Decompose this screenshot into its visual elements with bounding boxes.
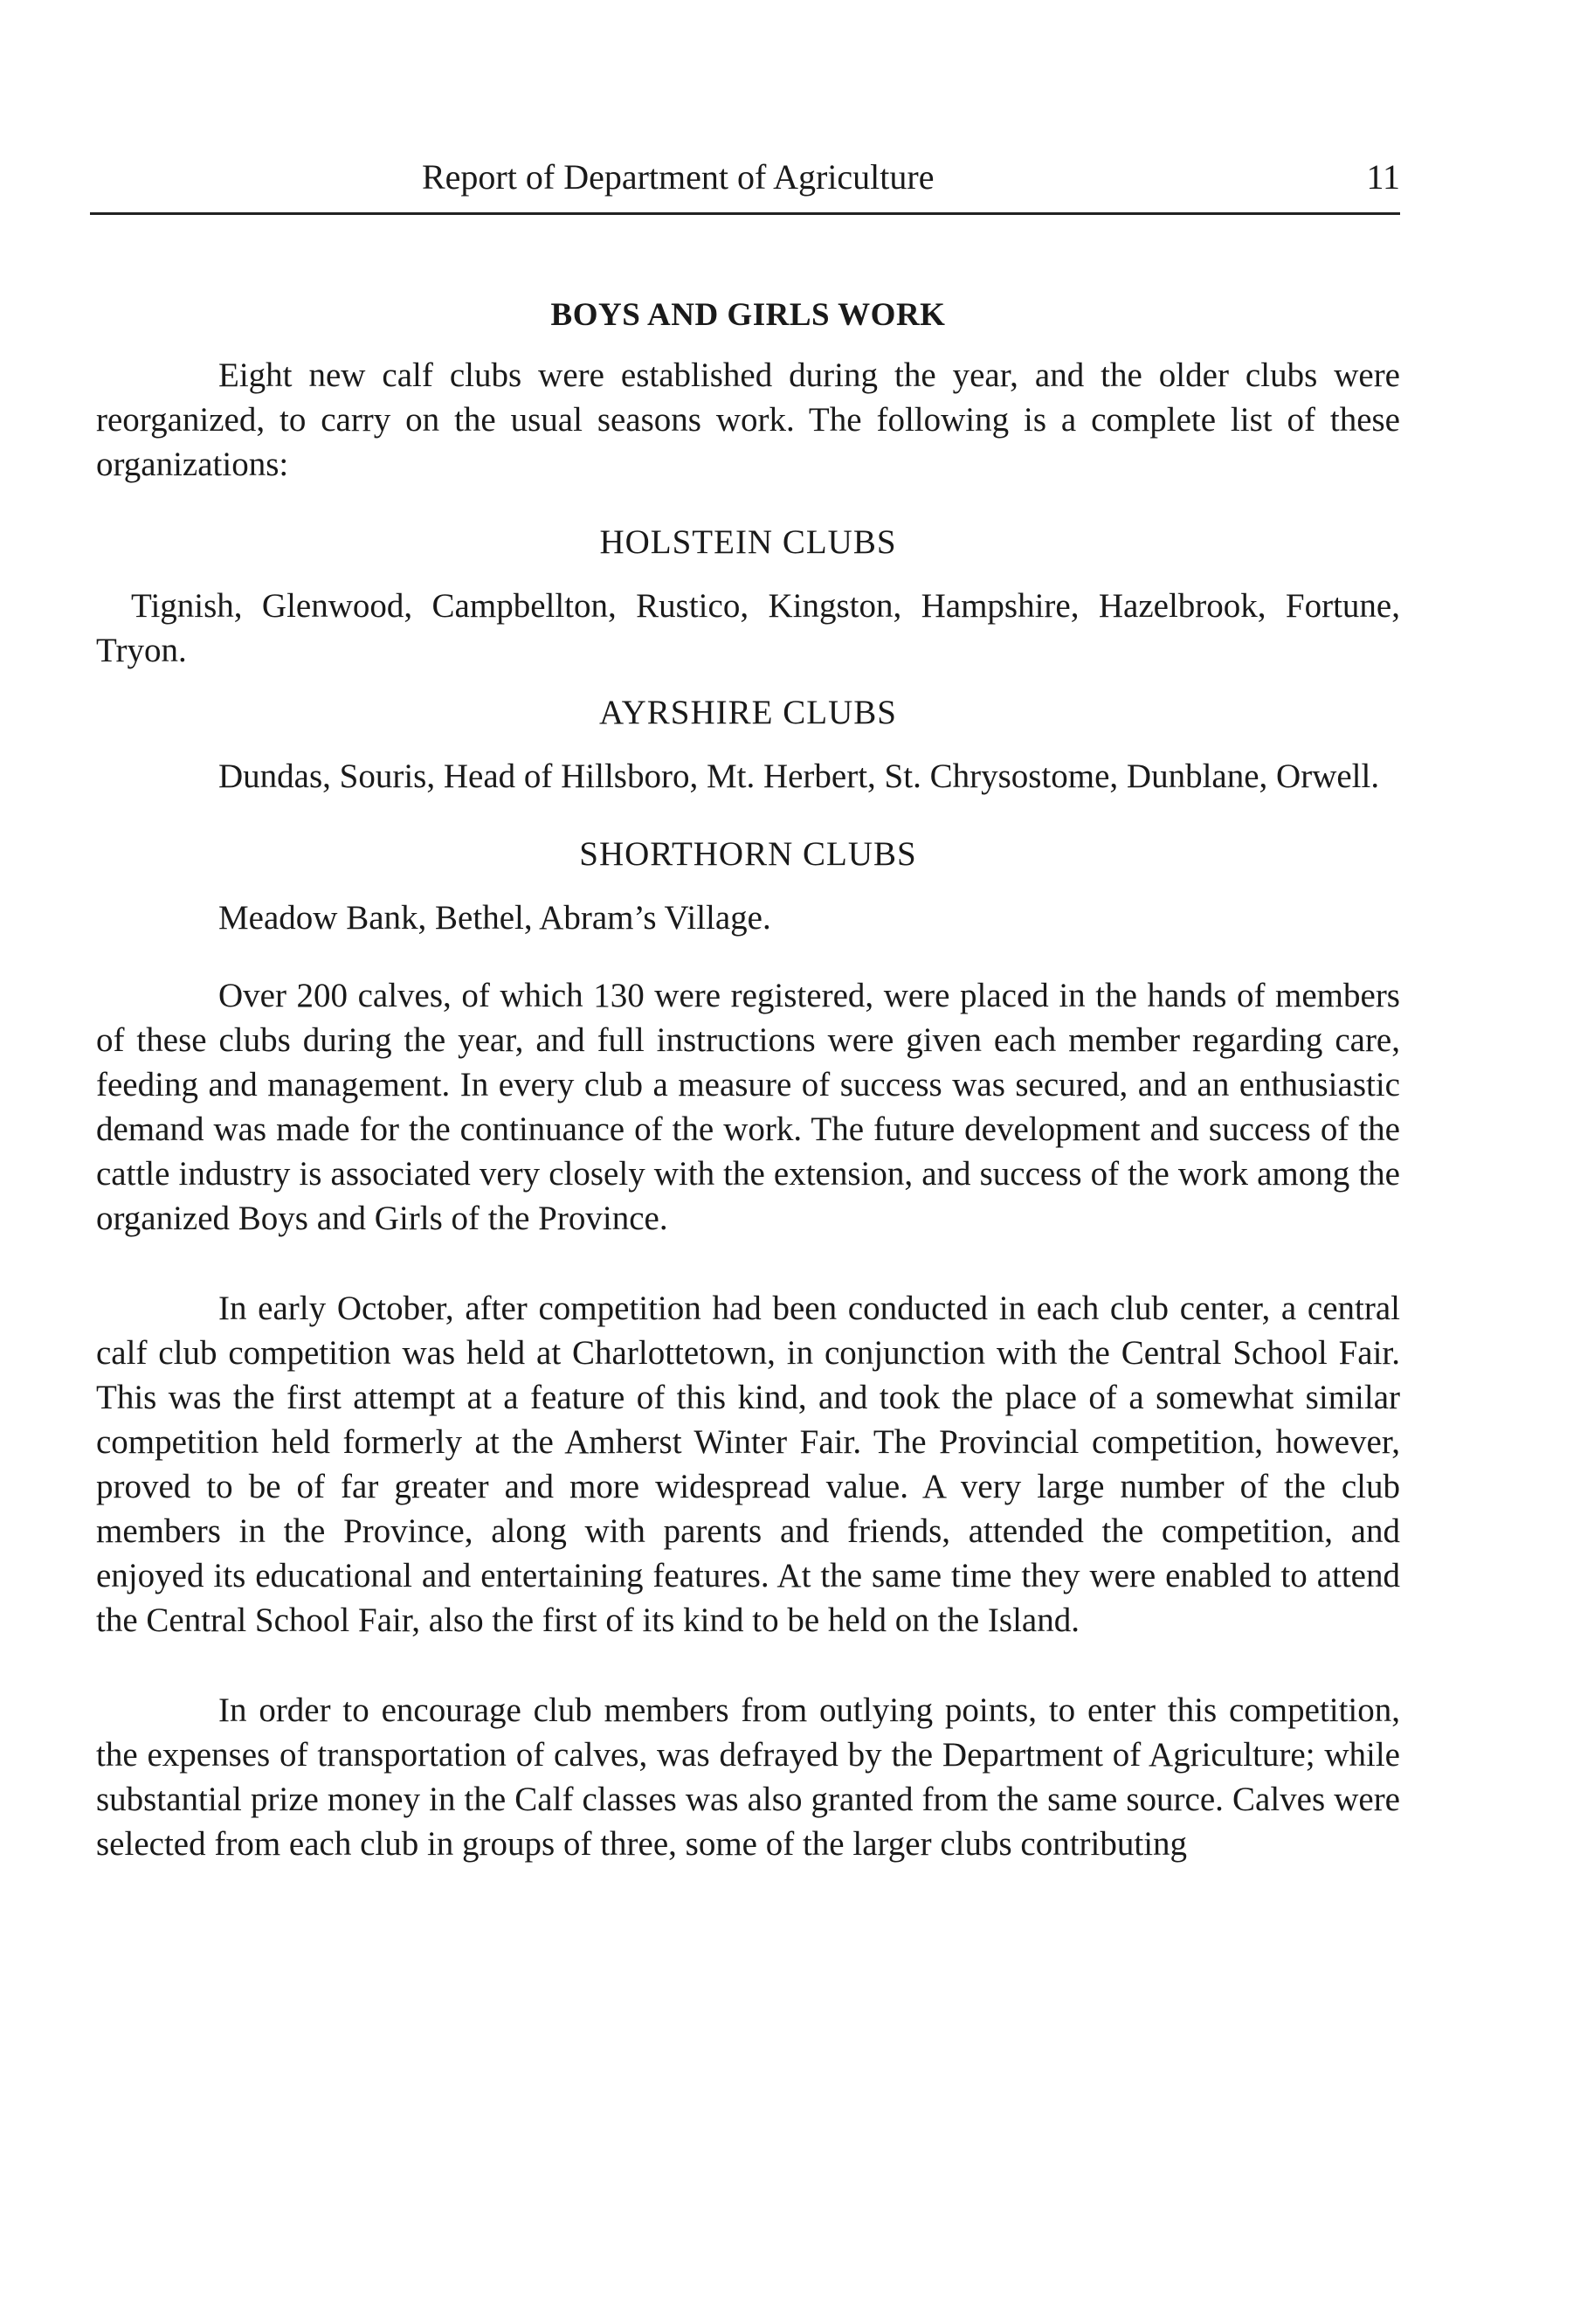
page-body <box>96 293 1400 1866</box>
running-title: Report of Department of Agriculture <box>422 157 935 197</box>
holstein-clubs-list: Tignish, Glenwood, Campbellton, Rustico, Kingston, Hampshire, Hazelbrook, Fortune, Tryon. <box>96 587 1400 669</box>
page-header <box>90 156 1400 199</box>
competition-paragraph: In early October, after competition had been conducted in each club center, a central calf club competition was held at Charlottetown, in conjunction with the Central School Fair. This was the first attempt at a feature of this kind, and took the place of a somewhat similar competition held formerly at the Amherst Winter Fair. The Provincial competition, however, proved to be of far greater and more widespread value. A very large number of the club members in the Province, along with parents and friends, attended the competition, and enjoyed its educational and entertaining features. At the same time they were enabled to attend the Central School Fair, also the first of its kind to be held on the Island. <box>96 1290 1400 1639</box>
transportation-paragraph: In order to encourage club members from outlying points, to enter this competition, the expenses of transportation of calves, was defrayed by the Department of Agriculture; while substantial prize money in the Calf classes was also granted from the same source. Calves were selected from each club in groups of three, some of the larger clubs contributing <box>96 1691 1400 1863</box>
page-number: 11 <box>1366 157 1400 197</box>
intro-paragraph: Eight new calf clubs were established during the year, and the older clubs were reorganized, to carry on the usual seasons work. The following is a complete list of these organizations: <box>96 356 1400 483</box>
section-title: BOYS AND GIRLS WORK <box>550 297 946 333</box>
holstein-clubs-heading: HOLSTEIN CLUBS <box>599 523 897 561</box>
ayrshire-clubs-heading: AYRSHIRE CLUBS <box>599 694 897 731</box>
calves-paragraph: Over 200 calves, of which 130 were registered, were placed in the hands of members of these clubs during the year, and full instructions were given each member regarding care, feeding and management. In every club a measure of success was secured, and an enthusiastic demand was made for the continuance of the work. The future development and success of the cattle industry is associated very closely with the extension, and success of the work among the organized Boys and Girls of the Province. <box>96 977 1400 1237</box>
shorthorn-clubs-list: Meadow Bank, Bethel, Abram’s Village. <box>218 899 771 937</box>
header-rule <box>90 212 1400 215</box>
ayrshire-clubs-list: Dundas, Souris, Head of Hillsboro, Mt. Herbert, St. Chrysostome, Dunblane, Orwell. <box>218 757 1380 795</box>
shorthorn-clubs-heading: SHORTHORN CLUBS <box>579 835 917 873</box>
